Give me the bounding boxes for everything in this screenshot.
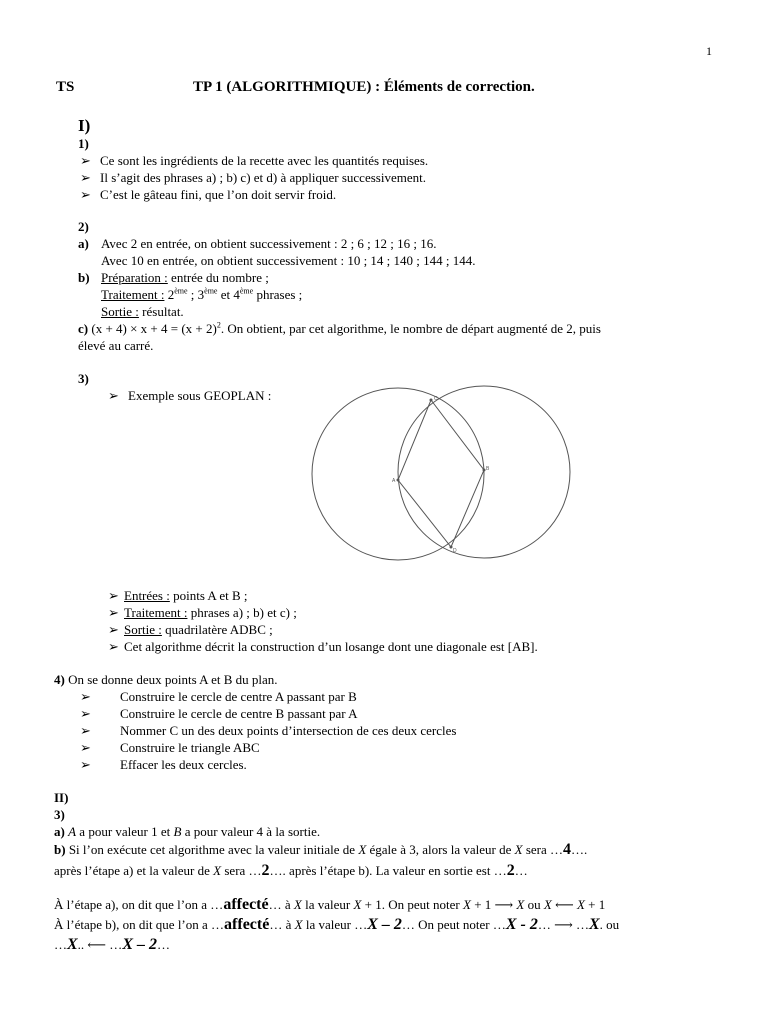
s2-answer-b-line-1: b) Si l’on exécute cet algorithme avec la valeur initiale de X égale à 3, alors la valeur de X sera …4…. [54, 841, 588, 858]
q4-intro: 4) On se donne deux points A et B du plan. [54, 672, 278, 687]
arrow-bullet-icon [108, 605, 124, 621]
arrow-bullet-icon [80, 187, 96, 203]
q2b-label: b) [78, 270, 90, 285]
q2b-traitement: Traitement : 2ème ; 3ème et 4ème phrases ; [101, 286, 303, 302]
label-d: D [453, 548, 457, 554]
arrow-bullet-icon [108, 622, 124, 638]
arrow-bullet-icon [108, 388, 124, 404]
q2c-line-1: c) $(x + 4) \times x + 4 = (x + 2)^2$. On obtient, par cet algorithme, le nombre de départ augmenté de 2, puis [78, 320, 601, 336]
q1-item-2: ➢Il s’agit des phrases a) ; b) c) et d) à appliquer successivement. [80, 170, 426, 186]
rhombus-adbc [398, 400, 484, 547]
question-1-label: 1) [78, 136, 89, 151]
s2-answer-b-line-2: après l’étape a) et la valeur de X sera …2…. après l’étape b). La valeur en sortie est …2… [54, 862, 528, 879]
q3-item-entrees: ➢Entrées : points A et B ; [108, 588, 248, 604]
q4-item-3: ➢Nommer C un des deux points d’intersection de ces deux cercles [80, 723, 456, 739]
arrow-bullet-icon [80, 723, 96, 739]
q4-item-1: ➢Construire le cercle de centre A passant par B [80, 689, 357, 705]
arrow-bullet-icon [80, 153, 96, 169]
label-a: A [392, 478, 396, 484]
s2-question-3-label: 3) [54, 807, 65, 822]
q4-item-2: ➢Construire le cercle de centre B passant par A [80, 706, 358, 722]
q2a-label: a) [78, 236, 89, 251]
circle-centre-a [312, 388, 484, 560]
q2b-preparation: Préparation : entrée du nombre ; [101, 270, 269, 285]
arrow-bullet-icon [80, 740, 96, 756]
q4-item-4: ➢Construire le triangle ABC [80, 740, 260, 756]
s2-etape-a: À l’étape a), on dit que l’on a …affecté… à X la valeur X + 1. On peut noter X + 1 ⟶ X ou X ⟵ X + 1 [54, 896, 606, 913]
q3-item-sortie: ➢Sortie : quadrilatère ADBC ; [108, 622, 273, 638]
circle-centre-b [398, 386, 570, 558]
arrow-bullet-icon [108, 639, 124, 655]
q3-example: ➢Exemple sous GEOPLAN : [108, 388, 271, 404]
arrow-bullet-icon [80, 170, 96, 186]
q2c-line-2: élevé au carré. [78, 338, 154, 353]
label-c: C [434, 396, 438, 402]
arrow-bullet-icon [108, 588, 124, 604]
class-label: TS [56, 79, 75, 95]
s2-etape-b: À l’étape b), on dit que l’on a …affecté… à X la valeur …X – 2… On peut noter …X - 2… ⟶ …X. ou [54, 916, 620, 933]
q1-item-3: ➢C’est le gâteau fini, que l’on doit servir froid. [80, 187, 336, 203]
q1-item-1: ➢Ce sont les ingrédients de la recette avec les quantités requises. [80, 153, 428, 169]
point-c [430, 399, 433, 402]
q3-item-traitement: ➢Traitement : phrases a) ; b) et c) ; [108, 605, 297, 621]
page-title: TP 1 (ALGORITHMIQUE) : Éléments de correction. [193, 79, 535, 95]
arrow-bullet-icon [80, 706, 96, 722]
s2-etape-b-cont: …X.. ⟵ …X – 2… [54, 936, 170, 953]
question-3-label: 3) [78, 371, 89, 386]
question-2-label: 2) [78, 219, 89, 234]
page-number: 1 [706, 44, 712, 58]
point-b [483, 469, 486, 472]
arrow-bullet-icon [80, 757, 96, 773]
s2-answer-a: a) A a pour valeur 1 et B a pour valeur 4 à la sortie. [54, 824, 321, 839]
section-1-heading: I) [78, 116, 91, 135]
q2a-line-2: Avec 10 en entrée, on obtient successivement : 10 ; 14 ; 140 ; 144 ; 144. [101, 253, 476, 268]
arrow-bullet-icon [80, 689, 96, 705]
q2a-line-1: Avec 2 en entrée, on obtient successivement : 2 ; 6 ; 12 ; 16 ; 16. [101, 236, 437, 251]
q4-item-5: ➢Effacer les deux cercles. [80, 757, 247, 773]
point-d [450, 546, 453, 549]
q2b-sortie: Sortie : résultat. [101, 304, 184, 319]
section-2-heading: II) [54, 790, 69, 805]
point-a [397, 479, 400, 482]
label-b: B [486, 466, 490, 472]
q3-item-conclusion: ➢Cet algorithme décrit la construction d’un losange dont une diagonale est [AB]. [108, 639, 538, 655]
